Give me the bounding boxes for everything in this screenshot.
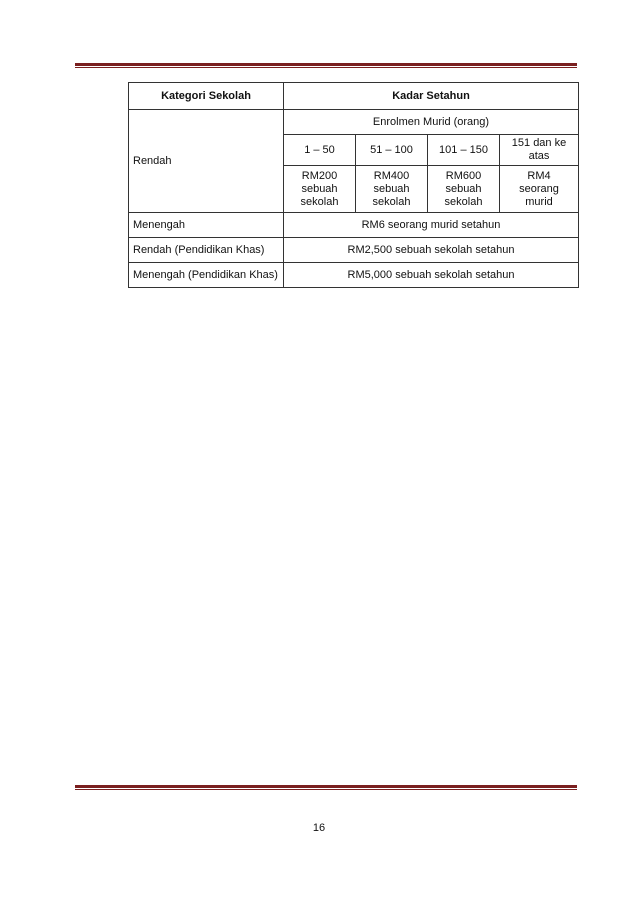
header-kadar: Kadar Setahun: [284, 83, 579, 110]
rate-line: sebuah: [301, 182, 338, 195]
rate-cell: [356, 166, 428, 213]
rate-line: murid: [525, 195, 553, 208]
rate-cell: [284, 166, 356, 213]
rate-line: sekolah: [300, 195, 339, 208]
rate-line: sebuah: [445, 182, 482, 195]
footer-rule: [75, 785, 577, 790]
rates-table: [128, 82, 579, 288]
rate-text-cell: RM6 seorang murid setahun: [284, 213, 579, 238]
rate-cell: [428, 166, 500, 213]
category-rendah: Rendah: [129, 110, 284, 213]
range-cell: 1 – 50: [284, 135, 356, 166]
rate-line: RM400: [373, 169, 410, 182]
rate-text-cell: RM5,000 sebuah sekolah setahun: [284, 263, 579, 288]
rate-line: RM4: [527, 169, 551, 182]
range-cell: 101 – 150: [428, 135, 500, 166]
rate-cell: [500, 166, 579, 213]
range-cell: 151 dan ke atas: [500, 135, 579, 166]
table-row: [129, 263, 579, 288]
header-kategori: Kategori Sekolah: [129, 83, 284, 110]
enrolmen-title: Enrolmen Murid (orang): [284, 110, 579, 135]
range-cell: 51 – 100: [356, 135, 428, 166]
rate-line: sebuah: [373, 182, 410, 195]
page-number: 16: [312, 822, 326, 834]
table-row: [129, 110, 579, 135]
rate-text-cell: RM2,500 sebuah sekolah setahun: [284, 238, 579, 263]
category-cell: Menengah (Pendidikan Khas): [129, 263, 284, 288]
rate-line: RM200: [301, 169, 338, 182]
table-header-row: [129, 83, 579, 110]
rate-line: sekolah: [444, 195, 483, 208]
header-rule: [75, 63, 577, 68]
table-row: [129, 238, 579, 263]
rate-line: sekolah: [372, 195, 411, 208]
category-cell: Menengah: [129, 213, 284, 238]
category-cell: Rendah (Pendidikan Khas): [129, 238, 284, 263]
table-row: [129, 213, 579, 238]
rate-line: seorang: [519, 182, 559, 195]
rate-line: RM600: [445, 169, 482, 182]
